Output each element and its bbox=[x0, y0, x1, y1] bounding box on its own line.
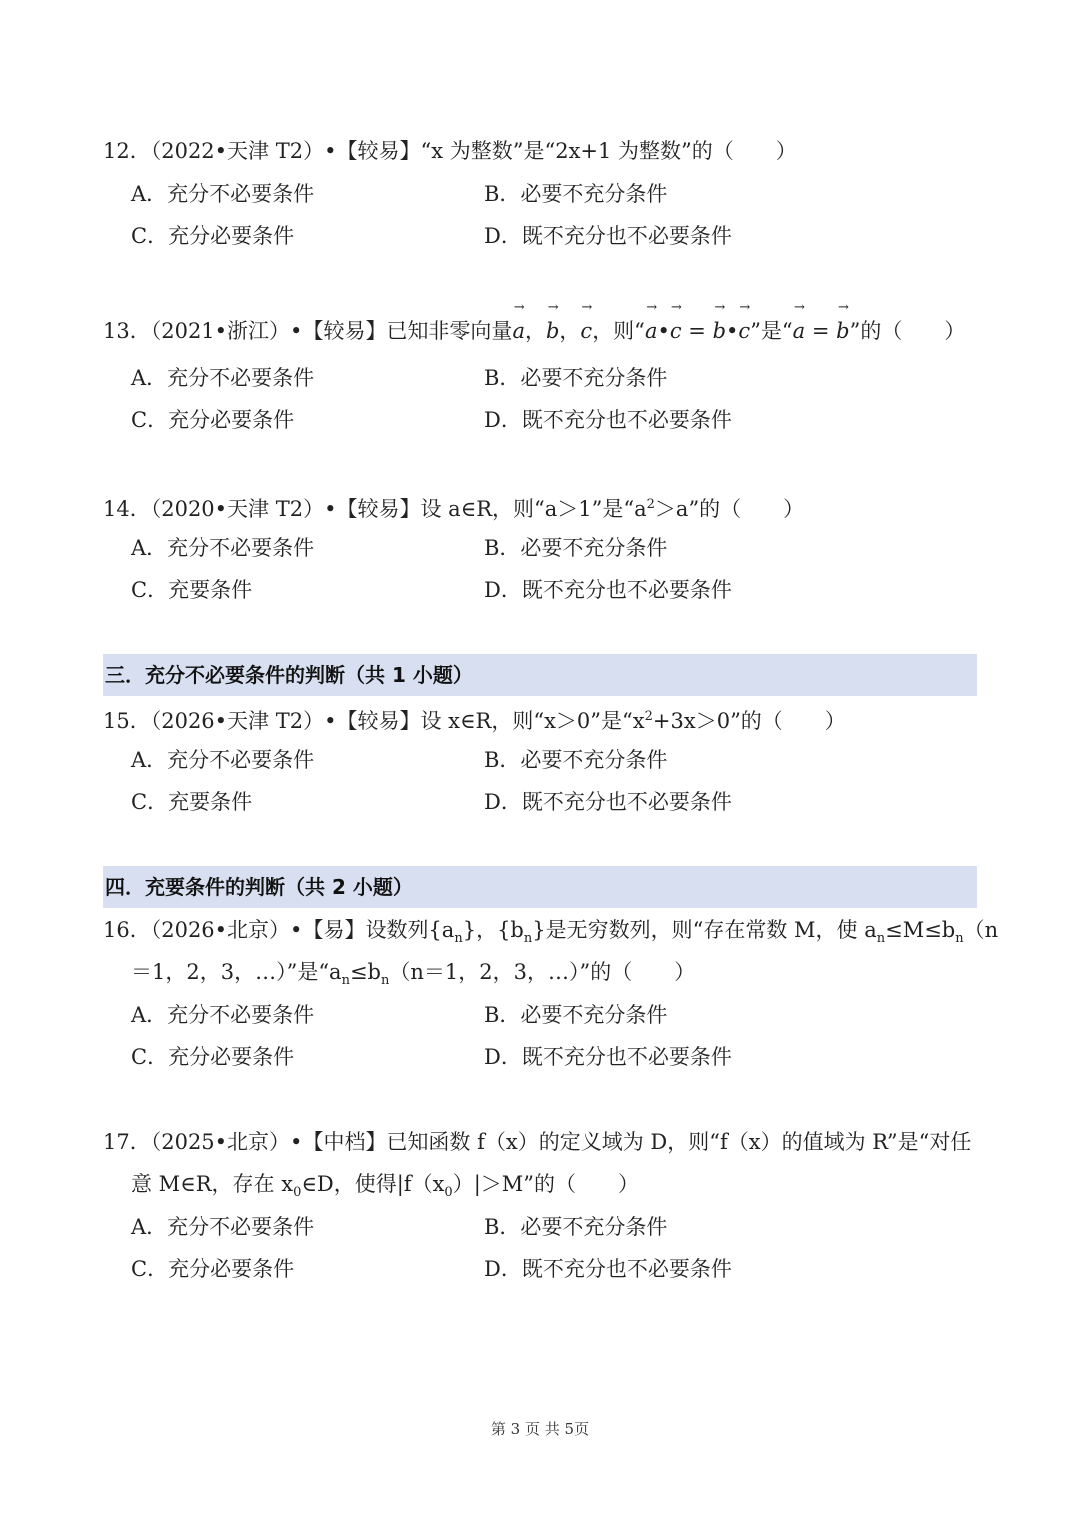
q13-option-a: A．充分不必要条件 bbox=[131, 366, 315, 390]
q13-option-c: C．充分必要条件 bbox=[131, 408, 295, 432]
q15-option-c: C．充要条件 bbox=[131, 790, 253, 814]
q17-text: 意 M∈R，存在 x bbox=[131, 1172, 294, 1196]
q17-option-b: B．必要不充分条件 bbox=[484, 1215, 668, 1239]
question-16-stem-line1 bbox=[103, 915, 998, 954]
subscript: n bbox=[341, 973, 350, 989]
q17-text: ∈D，使得|f（x bbox=[301, 1172, 445, 1196]
vector-a: → a bbox=[645, 316, 658, 346]
q13-sep: ， bbox=[559, 319, 581, 343]
q16-option-c: C．充分必要条件 bbox=[131, 1045, 295, 1069]
dot-operator: • bbox=[726, 319, 739, 343]
q16-option-b: B．必要不充分条件 bbox=[484, 1003, 668, 1027]
q17-option-d: D．既不充分也不必要条件 bbox=[484, 1257, 732, 1281]
q15-option-d: D．既不充分也不必要条件 bbox=[484, 790, 732, 814]
q16-text: ≤b bbox=[349, 960, 381, 984]
vector-a: → a bbox=[512, 316, 525, 346]
q12-option-a: A．充分不必要条件 bbox=[131, 182, 315, 206]
subscript: n bbox=[523, 931, 533, 947]
q12-option-b: B．必要不充分条件 bbox=[484, 182, 668, 206]
q16-text: ≤M≤b bbox=[885, 918, 956, 942]
q16-text: 16．（2026•北京）•【易】设数列{a bbox=[103, 918, 455, 942]
subscript: n bbox=[381, 973, 390, 989]
vector-c: → c bbox=[580, 316, 592, 346]
q16-text: ＝1，2，3，…）”是“a bbox=[131, 960, 342, 984]
q13-sep: ， bbox=[524, 319, 546, 343]
subscript: 0 bbox=[293, 1185, 302, 1201]
q12-option-c: C．充分必要条件 bbox=[131, 224, 295, 248]
subscript: n bbox=[955, 931, 964, 947]
q17-text: ）|＞M”的（ ） bbox=[452, 1172, 640, 1196]
q12-option-d: D．既不充分也不必要条件 bbox=[484, 224, 732, 248]
subscript: n bbox=[454, 931, 463, 947]
q15-option-a: A．充分不必要条件 bbox=[131, 748, 315, 772]
subscript: n bbox=[876, 931, 886, 947]
q13-text: ”是“ bbox=[750, 319, 793, 343]
q13-option-b: B．必要不充分条件 bbox=[484, 366, 668, 390]
q14-option-c: C．充要条件 bbox=[131, 578, 253, 602]
q16-text: }是无穷数列，则“存在常数 M，使 a bbox=[532, 918, 877, 942]
q16-option-a: A．充分不必要条件 bbox=[131, 1003, 315, 1027]
q14-option-d: D．既不充分也不必要条件 bbox=[484, 578, 732, 602]
subscript: 0 bbox=[444, 1185, 453, 1201]
q16-text: （n＝1，2，3，…）”的（ ） bbox=[389, 960, 696, 984]
vector-c: → c bbox=[738, 316, 750, 346]
q16-text: （n bbox=[963, 918, 999, 942]
q14-option-b: B．必要不充分条件 bbox=[484, 536, 668, 560]
vector-c: → c bbox=[670, 316, 682, 346]
q16-option-d: D．既不充分也不必要条件 bbox=[484, 1045, 732, 1069]
vector-b: → b bbox=[546, 316, 559, 346]
question-13-stem bbox=[103, 316, 965, 346]
q17-option-a: A．充分不必要条件 bbox=[131, 1215, 315, 1239]
page-number-footer: 第 3 页 共 5页 bbox=[490, 1420, 590, 1438]
q14-text: 14．（2020•天津 T2）•【较易】设 a∈R，则“a＞1”是“a bbox=[103, 497, 647, 521]
q16-text: }，{b bbox=[462, 918, 524, 942]
q17-option-c: C．充分必要条件 bbox=[131, 1257, 295, 1281]
section-header: 四．充要条件的判断（共 2 小题） bbox=[103, 866, 977, 908]
q13-tail: ”的（ ） bbox=[849, 319, 966, 343]
q14-text: ＞a”的（ ） bbox=[654, 497, 805, 521]
question-14-stem bbox=[103, 490, 804, 524]
q13-option-d: D．既不充分也不必要条件 bbox=[484, 408, 732, 432]
q15-text: +3x＞0”的（ ） bbox=[652, 709, 846, 733]
question-17-stem-line1: 17．（2025•北京）•【中档】已知函数 f（x）的定义域为 D，则“f（x）的值域为 R”是“对任 bbox=[103, 1130, 972, 1154]
q13-text: ，则“ bbox=[592, 319, 645, 343]
vector-a: → a bbox=[793, 316, 806, 346]
superscript: 2 bbox=[646, 497, 655, 512]
dot-operator: • bbox=[657, 319, 670, 343]
superscript: 2 bbox=[644, 709, 653, 724]
q13-lead: 13．（2021•浙江）•【较易】已知非零向量 bbox=[103, 319, 513, 343]
q15-option-b: B．必要不充分条件 bbox=[484, 748, 668, 772]
equals-sign: = bbox=[681, 319, 713, 343]
equals-sign: = bbox=[805, 319, 837, 343]
q15-text: 15．（2026•天津 T2）•【较易】设 x∈R，则“x＞0”是“x bbox=[103, 709, 645, 733]
question-12-stem: 12．（2022•天津 T2）•【较易】“x 为整数”是“2x+1 为整数”的（ ） bbox=[103, 139, 797, 163]
vector-b: → b bbox=[713, 316, 726, 346]
vector-b: → b bbox=[836, 316, 849, 346]
question-15-stem bbox=[103, 702, 846, 736]
section-header: 三．充分不必要条件的判断（共 1 小题） bbox=[103, 654, 977, 696]
question-17-stem-line2 bbox=[131, 1169, 639, 1208]
question-16-stem-line2 bbox=[131, 957, 695, 996]
q14-option-a: A．充分不必要条件 bbox=[131, 536, 315, 560]
